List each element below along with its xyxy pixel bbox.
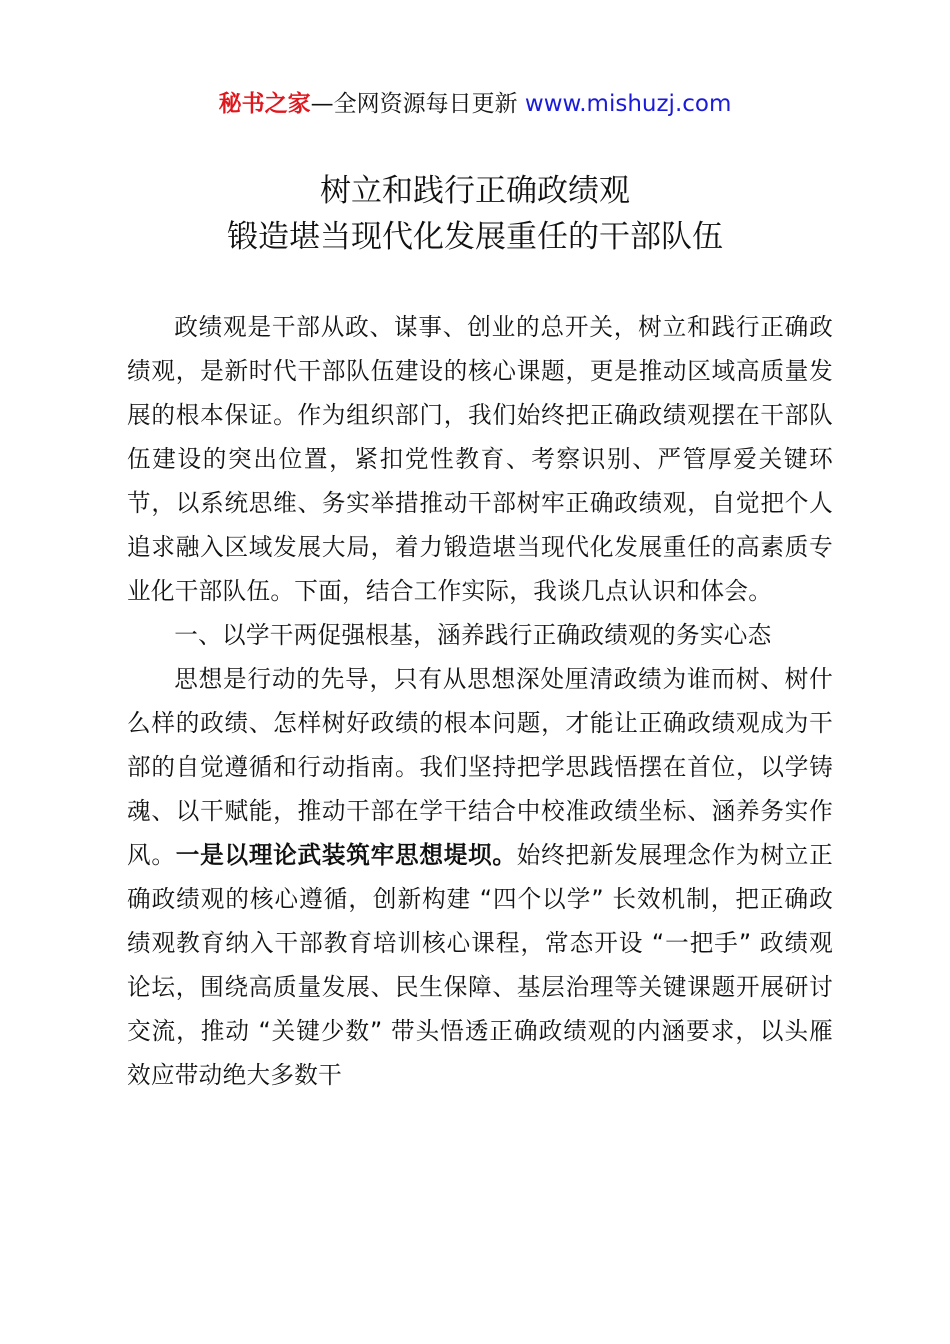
- intro-paragraph: 政绩观是干部从政、谋事、创业的总开关，树立和践行正确政绩观，是新时代干部队伍建设的核心课题，更是推动区域高质量发展的根本保证。作为组织部门，我们始终把正确政绩观摆在干部队伍建设的突出位置，紧扣党性教育、考察识别、严管厚爱关键环节，以系统思维、务实举措推动干部树牢正确政绩观，自觉把个人追求融入区域发展大局，着力锻造堪当现代化发展重任的高素质专业化干部队伍。下面，结合工作实际，我谈几点认识和体会。: [127, 313, 833, 605]
- document-body: [127, 305, 833, 1097]
- section-1-heading: 一、以学干两促强根基，涵养践行正确政绩观的务实心态: [174, 621, 772, 649]
- site-tagline: —全网资源每日更新: [310, 91, 525, 117]
- site-header: [0, 88, 950, 120]
- title-line-1: 树立和践行正确政绩观: [320, 173, 630, 209]
- section-1-paragraph: [127, 657, 833, 1097]
- site-url-link[interactable]: www.mishuzj.com: [524, 91, 732, 117]
- site-brand: 秘书之家: [218, 91, 311, 117]
- document-title: [0, 168, 950, 260]
- section-1-bold-point: 一是以理论武装筑牢思想堤坝。: [175, 841, 517, 869]
- section-1-text-a: 思想是行动的先导，只有从思想深处厘清政绩为谁而树、树什么样的政绩、怎样树好政绩的根本问题，才能让正确政绩观成为干部的自觉遵循和行动指南。我们坚持把学思践悟摆在首位，以学铸魂、以干赋能，推动干部在学干结合中校准政绩坐标、涵养务实作风。: [127, 665, 833, 869]
- section-1-text-b: 始终把新发展理念作为树立正确政绩观的核心遵循，创新构建 “四个以学” 长效机制，把正确政绩观教育纳入干部教育培训核心课程，常态开设 “一把手” 政绩观论坛，围绕高质量发展、民生保障、基层治理等关键课题开展研讨交流，推动 “关键少数” 带头悟透正确政绩观的内涵要求，以头雁效应带动绝大多数干: [127, 841, 833, 1089]
- title-line-2: 锻造堪当现代化发展重任的干部队伍: [227, 219, 723, 255]
